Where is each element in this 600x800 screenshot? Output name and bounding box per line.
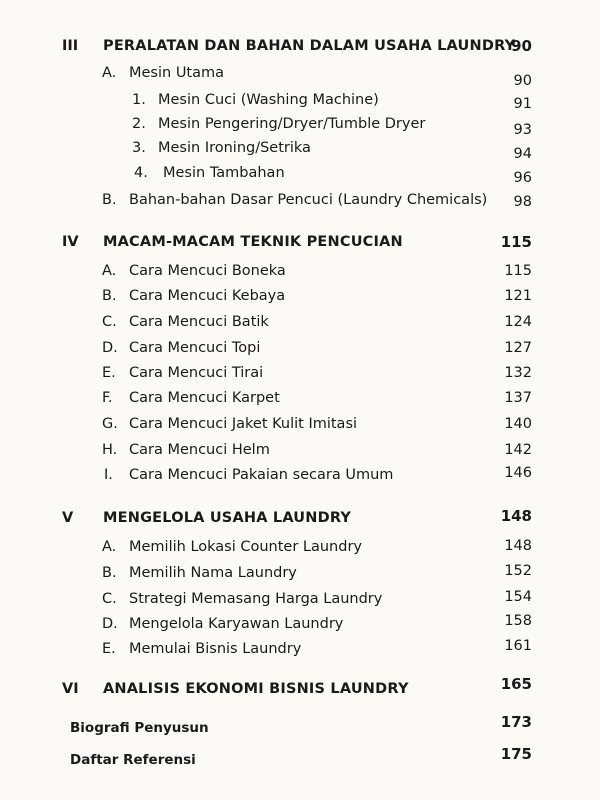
subitem-page: 94 bbox=[513, 146, 532, 162]
section-title: Memilih Nama Laundry bbox=[129, 565, 297, 581]
subitem-title: Mesin Pengering/Dryer/Tumble Dryer bbox=[158, 116, 426, 132]
end-matter-page: 173 bbox=[500, 713, 532, 731]
chapter-page: 115 bbox=[500, 233, 532, 251]
section-page: 152 bbox=[504, 563, 532, 579]
section-row bbox=[0, 387, 600, 409]
subitem-row bbox=[0, 137, 600, 162]
section-title: Memilih Lokasi Counter Laundry bbox=[129, 539, 362, 555]
section-letter: B. bbox=[102, 565, 117, 581]
section-page: 121 bbox=[504, 288, 532, 304]
subitem-number: 3. bbox=[132, 140, 146, 156]
section-title: Bahan-bahan Dasar Pencuci (Laundry Chemicals) bbox=[129, 192, 488, 208]
section-row bbox=[0, 464, 600, 486]
section-letter: A. bbox=[102, 65, 117, 81]
end-matter-row bbox=[0, 745, 600, 771]
subitem-title: Mesin Tambahan bbox=[163, 165, 285, 181]
end-matter-title: Daftar Referensi bbox=[70, 752, 196, 768]
section-row bbox=[0, 285, 600, 307]
subitem-title: Mesin Cuci (Washing Machine) bbox=[158, 92, 379, 108]
chapter-row bbox=[0, 35, 600, 57]
section-letter: E. bbox=[102, 641, 116, 657]
section-letter: B. bbox=[102, 192, 117, 208]
section-page: 98 bbox=[513, 194, 532, 210]
section-letter: H. bbox=[102, 442, 118, 458]
section-title: Mengelola Karyawan Laundry bbox=[129, 616, 344, 632]
subitem-page: 96 bbox=[513, 170, 532, 186]
subitem-row bbox=[0, 113, 600, 138]
section-letter: C. bbox=[102, 591, 117, 607]
section-row bbox=[0, 62, 600, 89]
section-title: Cara Mencuci Helm bbox=[129, 442, 270, 458]
subitem-row bbox=[0, 89, 600, 111]
section-row bbox=[0, 311, 600, 333]
section-page: 127 bbox=[504, 340, 532, 356]
end-matter-page: 175 bbox=[500, 745, 532, 763]
chapter-page: 148 bbox=[500, 507, 532, 525]
section-row bbox=[0, 536, 600, 558]
chapter-number: III bbox=[62, 38, 79, 54]
section-title: Cara Mencuci Kebaya bbox=[129, 288, 286, 304]
section-page: 154 bbox=[504, 589, 532, 605]
section-title: Cara Mencuci Jaket Kulit Imitasi bbox=[129, 416, 358, 432]
section-row bbox=[0, 588, 600, 610]
section-letter: D. bbox=[102, 616, 118, 632]
section-letter: E. bbox=[102, 365, 116, 381]
section-row bbox=[0, 260, 600, 282]
section-row bbox=[0, 337, 600, 359]
chapter-number: IV bbox=[62, 234, 79, 250]
section-title: Strategi Memasang Harga Laundry bbox=[129, 591, 383, 607]
section-title: Cara Mencuci Pakaian secara Umum bbox=[129, 467, 394, 483]
subitem-number: 2. bbox=[132, 116, 146, 132]
section-title: Memulai Bisnis Laundry bbox=[129, 641, 302, 657]
chapter-row bbox=[0, 675, 600, 700]
section-title: Cara Mencuci Boneka bbox=[129, 263, 286, 279]
chapter-title: PERALATAN DAN BAHAN DALAM USAHA LAUNDRY bbox=[103, 38, 516, 54]
section-letter: G. bbox=[102, 416, 118, 432]
chapter-row bbox=[0, 231, 600, 253]
subitem-page: 93 bbox=[513, 122, 532, 138]
section-letter: A. bbox=[102, 539, 117, 555]
section-row bbox=[0, 613, 600, 635]
section-letter: C. bbox=[102, 314, 117, 330]
chapter-page: 165 bbox=[500, 675, 532, 693]
section-title: Cara Mencuci Karpet bbox=[129, 390, 280, 406]
section-title: Cara Mencuci Batik bbox=[129, 314, 269, 330]
section-page: 137 bbox=[504, 390, 532, 406]
section-row bbox=[0, 638, 600, 660]
section-row bbox=[0, 439, 600, 461]
chapter-page: 90 bbox=[511, 37, 532, 55]
section-letter: F. bbox=[102, 390, 113, 406]
end-matter-title: Biografi Penyusun bbox=[70, 720, 209, 736]
section-letter: D. bbox=[102, 340, 118, 356]
section-page: 148 bbox=[504, 538, 532, 554]
section-page: 142 bbox=[504, 442, 532, 458]
section-title: Mesin Utama bbox=[129, 65, 225, 81]
section-page: 115 bbox=[504, 263, 532, 279]
section-title: Cara Mencuci Tirai bbox=[129, 365, 264, 381]
subitem-row bbox=[0, 162, 600, 184]
subitem-number: 4. bbox=[134, 165, 148, 181]
section-letter: I. bbox=[104, 467, 113, 483]
subitem-number: 1. bbox=[132, 92, 146, 108]
chapter-title: MENGELOLA USAHA LAUNDRY bbox=[103, 510, 352, 526]
subitem-page: 91 bbox=[513, 96, 532, 112]
section-letter: B. bbox=[102, 288, 117, 304]
section-title: Cara Mencuci Topi bbox=[129, 340, 261, 356]
section-page: 161 bbox=[504, 638, 532, 654]
chapter-number: V bbox=[62, 510, 74, 526]
section-page: 146 bbox=[504, 465, 532, 481]
subitem-title: Mesin Ironing/Setrika bbox=[158, 140, 311, 156]
end-matter-row bbox=[0, 713, 600, 739]
chapter-row bbox=[0, 507, 600, 529]
section-row bbox=[0, 413, 600, 435]
section-page: 140 bbox=[504, 416, 532, 432]
chapter-number: VI bbox=[62, 681, 79, 697]
chapter-title: ANALISIS EKONOMI BISNIS LAUNDRY bbox=[103, 681, 409, 697]
section-page: 132 bbox=[504, 365, 532, 381]
section-row bbox=[0, 189, 600, 211]
section-page: 124 bbox=[504, 314, 532, 330]
section-page: 158 bbox=[504, 613, 532, 629]
section-page: 90 bbox=[513, 73, 532, 89]
section-letter: A. bbox=[102, 263, 117, 279]
section-row bbox=[0, 362, 600, 384]
chapter-title: MACAM-MACAM TEKNIK PENCUCIAN bbox=[103, 234, 403, 250]
section-row bbox=[0, 562, 600, 584]
